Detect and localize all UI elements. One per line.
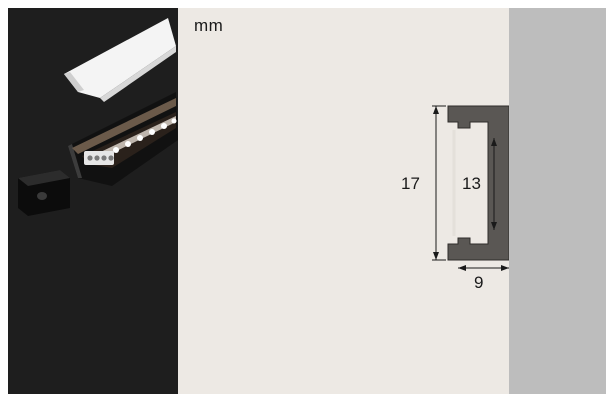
wall-surface [509,8,606,394]
led-profile-illustration [8,8,178,394]
outer-height-dimension [432,106,446,260]
product-photo-panel [8,8,178,394]
unit-label: mm [194,16,224,35]
cross-section-panel [178,8,509,394]
end-cap [18,170,70,216]
width-label: 9 [474,273,484,292]
strip-connector [84,151,114,165]
cross-section-drawing [178,8,509,394]
outer-height-label: 17 [401,174,420,193]
aluminium-channel [68,92,178,186]
width-dimension [458,265,509,271]
product-frame [8,8,606,394]
diffuser-cover [64,18,176,102]
inner-height-label: 13 [462,174,481,193]
